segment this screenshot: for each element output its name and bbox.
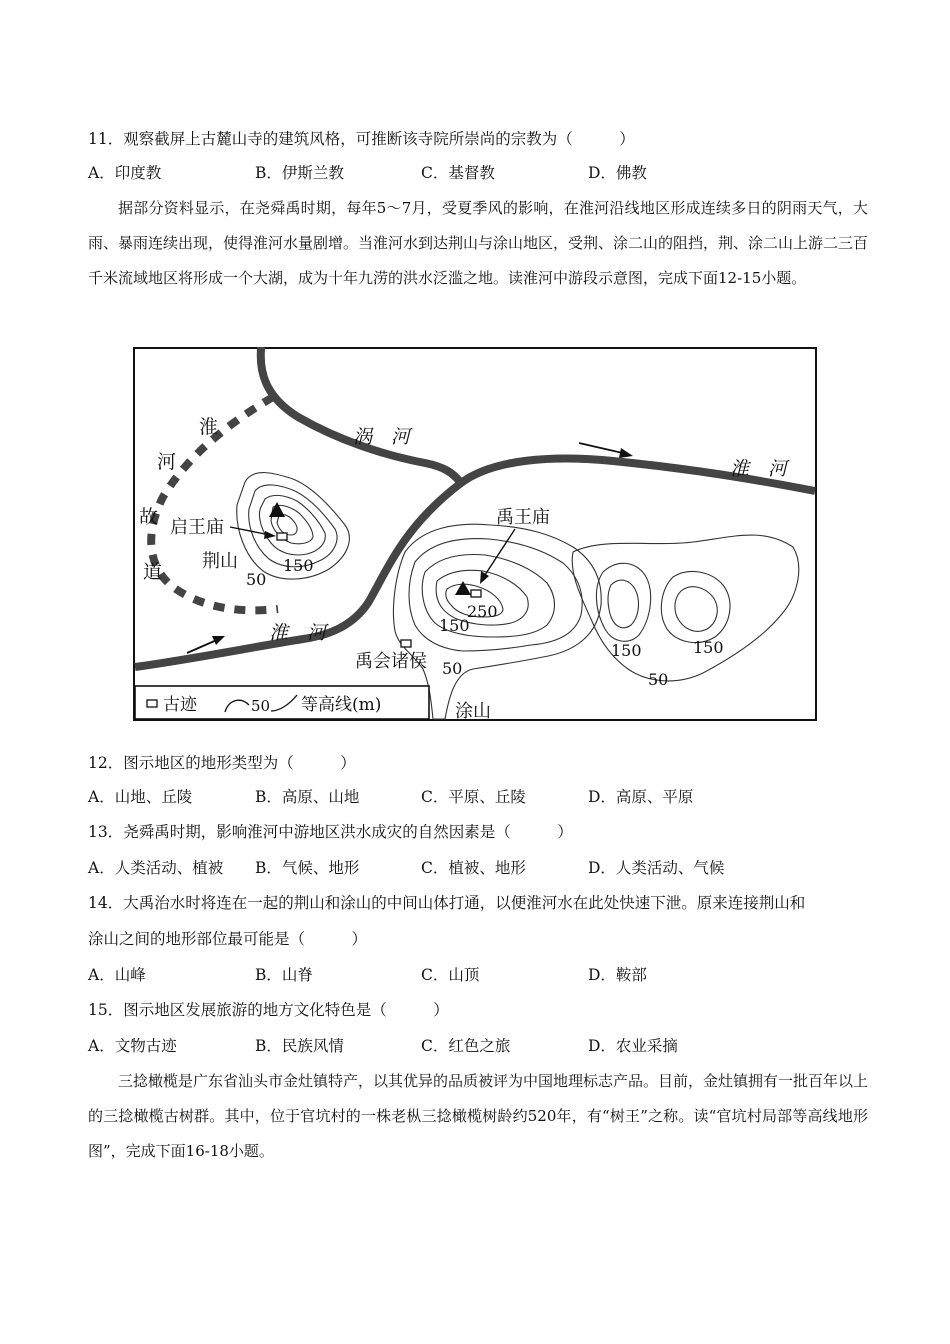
contour-value-jing-50: 50 <box>246 570 267 589</box>
legend-guji: 古迹 <box>163 695 197 715</box>
legend-contour-label: 等高线(m) <box>301 695 382 715</box>
yuhuizhuhou-relic-icon <box>401 640 411 647</box>
q13-stem: 13．尧舜禹时期，影响淮河中游地区洪水成灾的自然因素是（ ） <box>88 823 573 841</box>
q15-option-d[interactable]: D．农业采摘 <box>588 1037 678 1055</box>
label-qiwangmiao: 启王庙 <box>170 517 224 538</box>
label-huai-gudao-3: 故 <box>139 506 159 528</box>
q11-option-a[interactable]: A．印度教 <box>88 164 162 182</box>
q12-option-d[interactable]: D．高原、平原 <box>588 788 694 806</box>
q14-option-c[interactable]: C．山顶 <box>421 966 480 984</box>
label-tushan: 涂山 <box>455 701 491 721</box>
map-legend <box>135 686 429 719</box>
q12-stem: 12．图示地区的地形类型为（ ） <box>88 754 356 772</box>
contour-value-east-50: 50 <box>648 670 669 689</box>
huaihe-map <box>133 347 817 721</box>
q13-option-c[interactable]: C．植被、地形 <box>421 859 526 877</box>
q13-option-b[interactable]: B．气候、地形 <box>255 859 360 877</box>
qiwangmiao-relic-icon <box>277 533 287 540</box>
contour-value-east-150a: 150 <box>611 641 642 660</box>
passage-huaihe: 据部分资料显示，在尧舜禹时期，每年5～7月，受夏季风的影响，在淮河沿线地区形成连续多日的阴雨天气，大雨、暴雨连续出现，使得淮河水量剧增。当淮河水到达荆山与涂山地区，受荆、涂二山的阻挡，荆、涂二山上游二三百千米流域地区将形成一个大湖，成为十年九涝的洪水泛滥之地。读淮河中游段示意图，完成下面12-15小题。 <box>88 199 869 287</box>
q14-stem-line1: 14．大禹治水时将连在一起的荆山和涂山的中间山体打通，以便淮河水在此处快速下泄。原来连接荆山和 <box>88 894 806 912</box>
q11-option-d[interactable]: D．佛教 <box>588 164 647 182</box>
passage-sannian-ganlan: 三捻橄榄是广东省汕头市金灶镇特产，以其优异的品质被评为中国地理标志产品。目前，金灶镇拥有一批百年以上的三捻橄榄古树群。其中，位于官坑村的一株老枞三捻橄榄树龄约520年，有“树王”之称。读“官坑村局部等高线地形图”，完成下面16-18小题。 <box>88 1072 869 1160</box>
q15-option-a[interactable]: A．文物古迹 <box>88 1037 177 1055</box>
q14-option-a[interactable]: A．山峰 <box>88 966 146 984</box>
yuwangmiao-relic-icon <box>471 590 481 597</box>
contour-value-tu-250: 250 <box>467 602 498 621</box>
q12-option-b[interactable]: B．高原、山地 <box>255 788 360 806</box>
q11-stem: 11．观察截屏上古麓山寺的建筑风格，可推断该寺院所崇尚的宗教为（ ） <box>88 130 635 148</box>
q14-option-d[interactable]: D．鞍部 <box>588 966 647 984</box>
q14-stem-line2: 涂山之间的地形部位最可能是（ ） <box>88 930 368 948</box>
q12-option-c[interactable]: C．平原、丘陵 <box>421 788 526 806</box>
label-yuwangmiao: 禹王庙 <box>496 507 550 528</box>
contour-value-tu-150: 150 <box>439 616 470 635</box>
label-huai-gudao-1: 淮 <box>199 416 219 438</box>
q13-option-a[interactable]: A．人类活动、植被 <box>88 859 224 877</box>
contour-value-tu-50: 50 <box>442 659 463 678</box>
legend-contour-value: 50 <box>251 697 271 715</box>
label-yuhuizhuhou: 禹会诸侯 <box>355 651 427 672</box>
q13-option-d[interactable]: D．人类活动、气候 <box>588 859 725 877</box>
label-guohe: 涡 河 <box>353 426 411 448</box>
q12-option-a[interactable]: A．山地、丘陵 <box>88 788 193 806</box>
label-huaihe-east: 淮 河 <box>730 458 788 480</box>
contour-value-jing-150: 150 <box>283 556 314 575</box>
q15-option-b[interactable]: B．民族风情 <box>255 1037 344 1055</box>
map-frame <box>134 348 816 720</box>
q15-option-c[interactable]: C．红色之旅 <box>421 1037 511 1055</box>
label-huai-gudao-4: 道 <box>143 561 163 583</box>
label-huai-gudao-2: 河 <box>157 451 177 473</box>
q15-stem: 15．图示地区发展旅游的地方文化特色是（ ） <box>88 1001 449 1019</box>
label-huaihe-south: 淮 河 <box>269 622 327 644</box>
q11-option-c[interactable]: C．基督教 <box>421 164 495 182</box>
label-jingshan: 荆山 <box>202 551 238 572</box>
contour-value-east-150b: 150 <box>693 638 724 657</box>
legend-relic-icon <box>147 700 157 707</box>
q11-option-b[interactable]: B．伊斯兰教 <box>255 164 344 182</box>
q14-option-b[interactable]: B．山脊 <box>255 966 313 984</box>
